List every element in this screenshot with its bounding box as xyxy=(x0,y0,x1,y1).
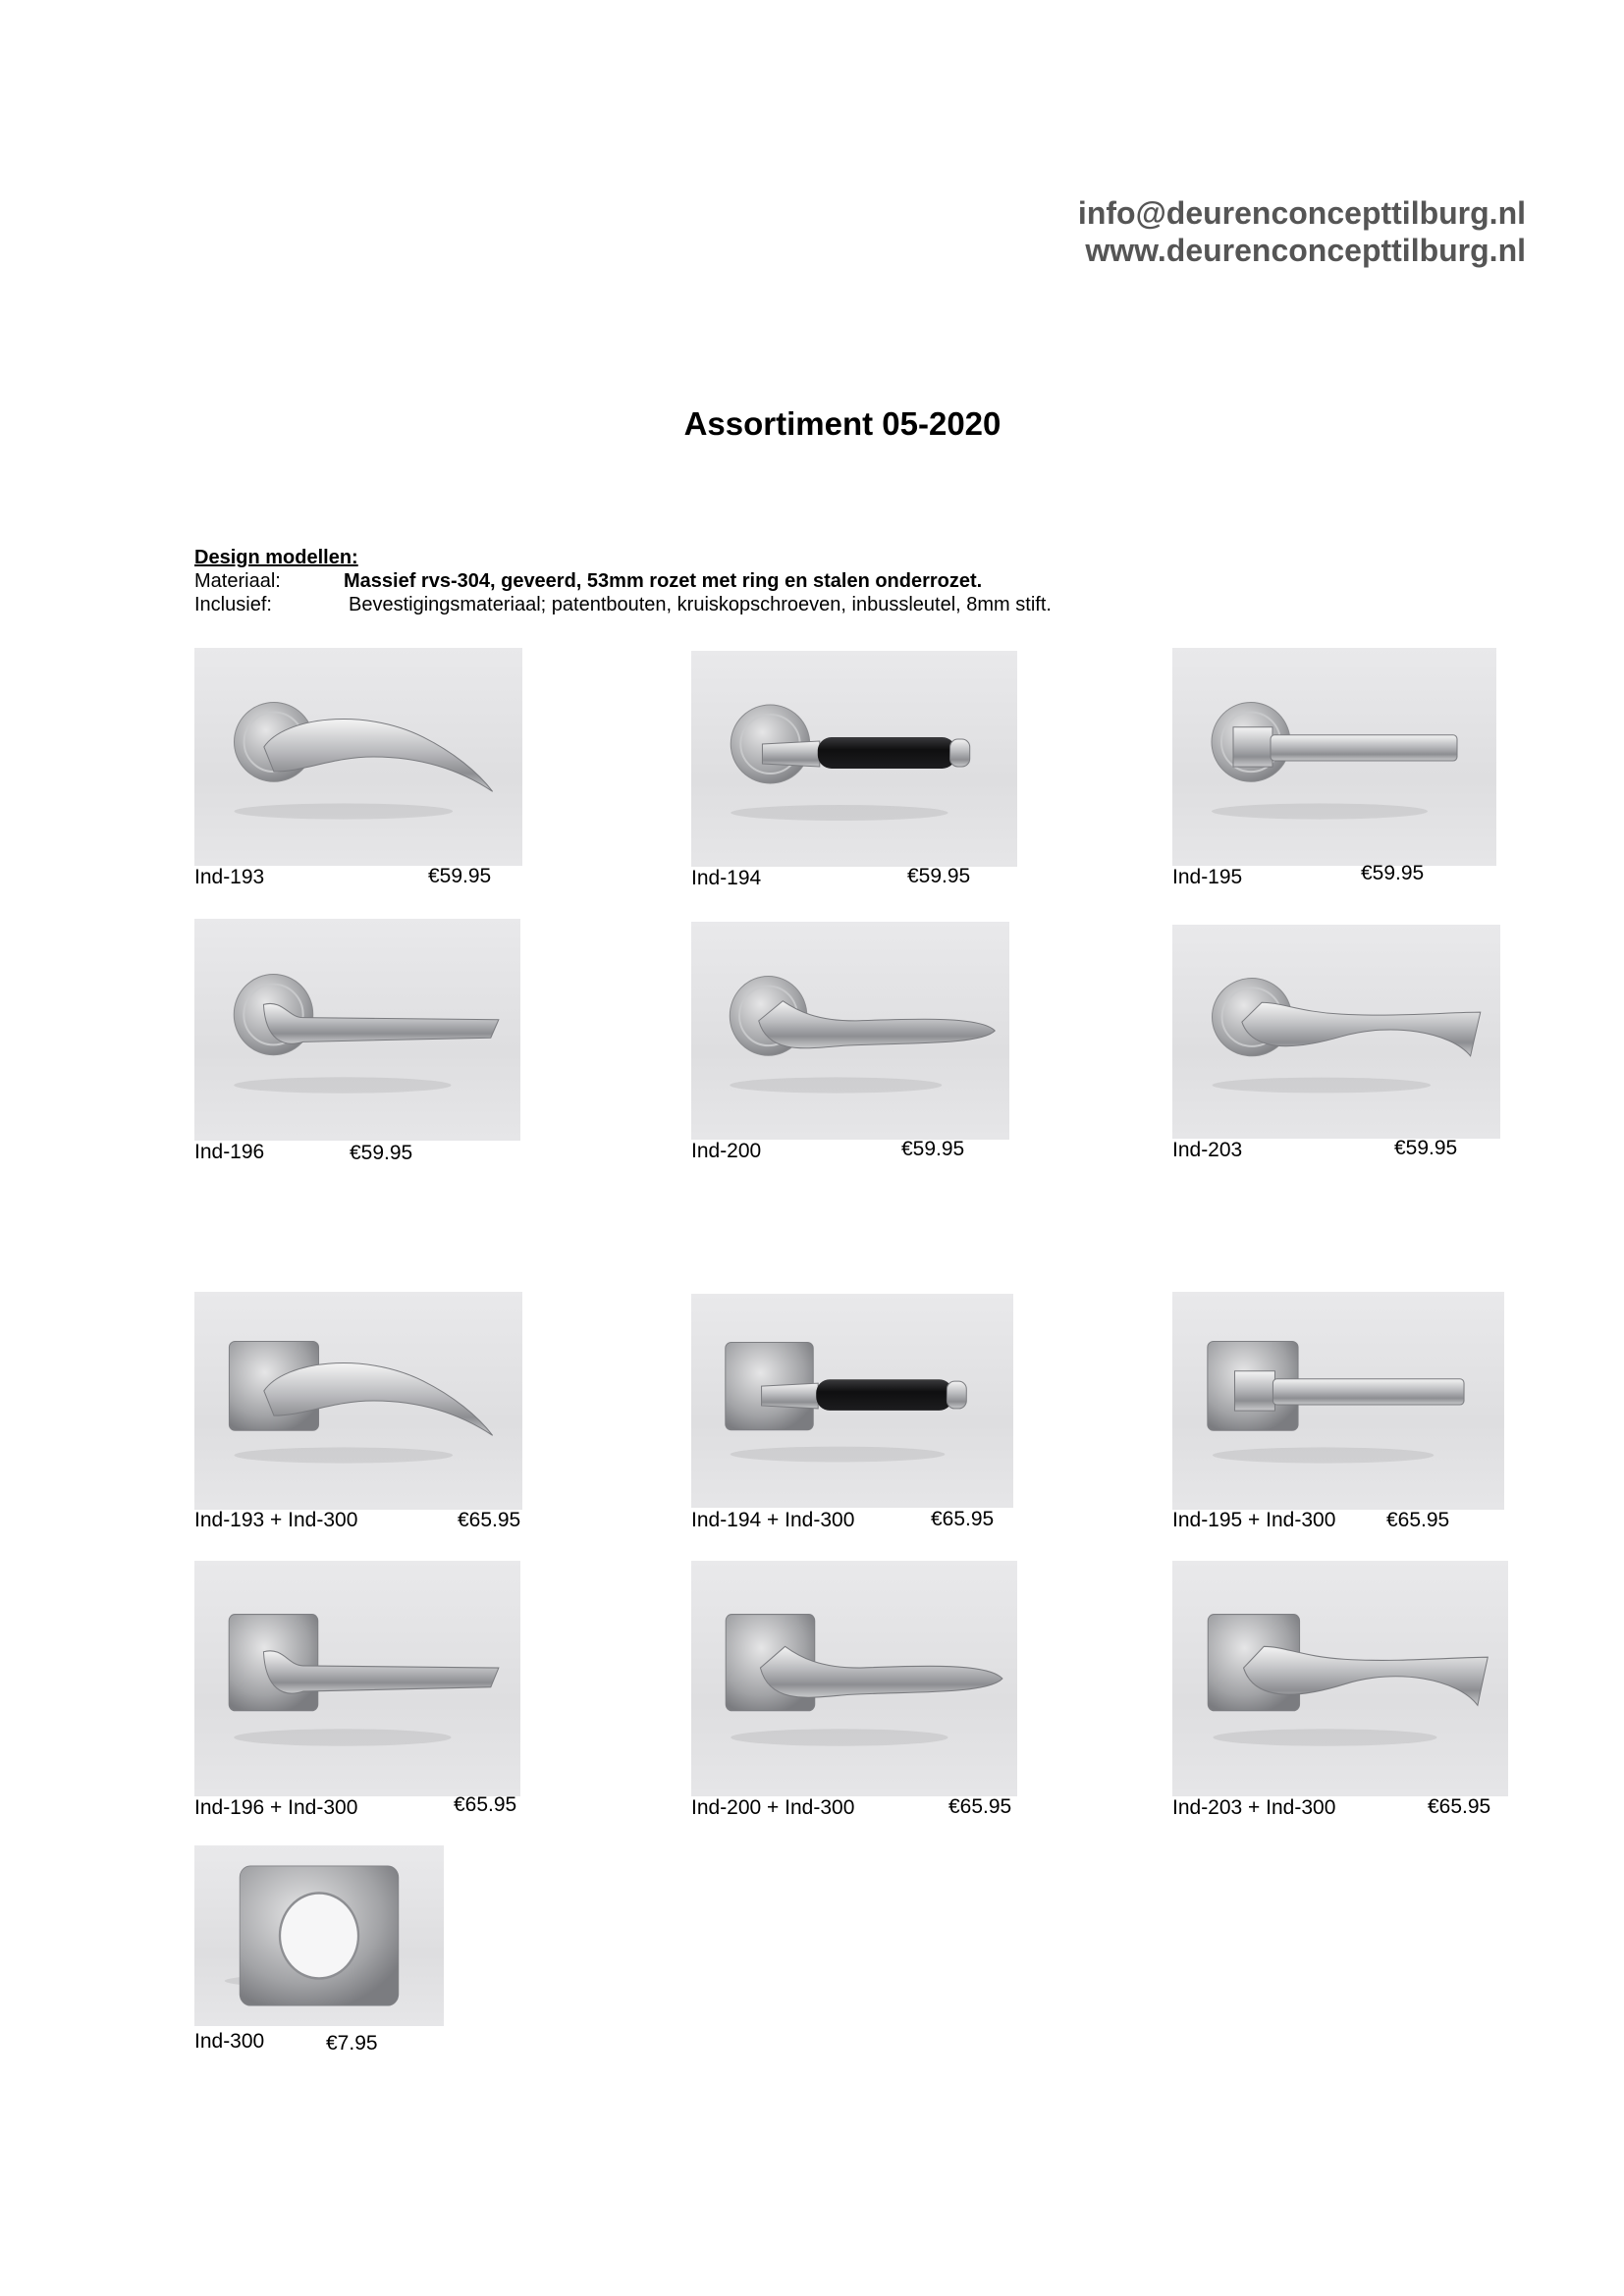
material-value: Massief rvs-304, geveerd, 53mm rozet met ring en stalen onderrozet. xyxy=(344,570,983,592)
product-photo xyxy=(194,919,520,1141)
contact-email[interactable]: info@deurenconcepttilburg.nl xyxy=(1077,195,1526,231)
product-photo xyxy=(691,922,1009,1140)
handle-illustration xyxy=(194,648,522,866)
page-title: Assortiment 05-2020 xyxy=(683,405,1001,442)
product-photo xyxy=(1172,1561,1508,1796)
handle-illustration xyxy=(691,1561,1017,1796)
product-price: €59.95 xyxy=(1361,862,1425,884)
intro-heading: Design modellen: xyxy=(194,547,358,568)
handle-illustration xyxy=(194,1561,520,1796)
product-photo xyxy=(1172,1292,1504,1510)
product-code: Ind-200 + Ind-300 xyxy=(691,1796,855,1819)
product-price: €59.95 xyxy=(907,865,971,887)
product-code: Ind-200 xyxy=(691,1140,762,1162)
product-photo xyxy=(691,1294,1013,1508)
product-photo xyxy=(691,651,1017,867)
included-value: Bevestigingsmateriaal; patentbouten, kruiskopschroeven, inbussleutel, 8mm stift. xyxy=(349,594,1052,615)
handle-illustration xyxy=(194,919,520,1141)
material-label: Materiaal: xyxy=(194,570,281,592)
product-photo xyxy=(1172,648,1496,866)
handle-illustration xyxy=(691,1294,1013,1508)
material-row xyxy=(194,569,1052,593)
product-code: Ind-203 xyxy=(1172,1139,1243,1161)
product-price: €65.95 xyxy=(931,1508,995,1530)
product-code: Ind-193 + Ind-300 xyxy=(194,1509,358,1531)
product-code: Ind-196 xyxy=(194,1141,265,1163)
included-label: Inclusief: xyxy=(194,594,272,615)
product-photo xyxy=(194,1561,520,1796)
handle-illustration xyxy=(691,651,1017,867)
product-photo xyxy=(194,1845,444,2026)
product-code: Ind-193 xyxy=(194,866,265,888)
contact-block xyxy=(1078,194,1526,269)
included-row xyxy=(194,593,1052,616)
product-code: Ind-195 xyxy=(1172,866,1243,888)
product-price: €65.95 xyxy=(454,1793,517,1816)
product-photo xyxy=(194,1292,522,1510)
handle-illustration xyxy=(1172,1561,1508,1796)
product-photo xyxy=(194,648,522,866)
product-price: €59.95 xyxy=(428,865,492,887)
contact-website[interactable]: www.deurenconcepttilburg.nl xyxy=(1085,233,1526,268)
product-price: €65.95 xyxy=(458,1509,521,1531)
product-code: Ind-195 + Ind-300 xyxy=(1172,1509,1336,1531)
product-price: €59.95 xyxy=(350,1142,413,1164)
product-price: €7.95 xyxy=(326,2032,378,2055)
product-code: Ind-194 + Ind-300 xyxy=(691,1509,855,1531)
product-price: €65.95 xyxy=(948,1795,1012,1818)
intro-block xyxy=(194,546,1052,616)
product-code: Ind-196 + Ind-300 xyxy=(194,1796,358,1819)
product-photo xyxy=(691,1561,1017,1796)
product-code: Ind-203 + Ind-300 xyxy=(1172,1796,1336,1819)
handle-illustration xyxy=(1172,925,1500,1139)
product-price: €59.95 xyxy=(901,1138,965,1160)
product-price: €65.95 xyxy=(1428,1795,1491,1818)
handle-illustration xyxy=(194,1292,522,1510)
product-price: €59.95 xyxy=(1394,1137,1458,1159)
product-code: Ind-194 xyxy=(691,867,762,889)
product-code: Ind-300 xyxy=(194,2030,265,2053)
product-photo xyxy=(1172,925,1500,1139)
product-price: €65.95 xyxy=(1386,1509,1450,1531)
handle-illustration xyxy=(1172,1292,1504,1510)
handle-illustration xyxy=(194,1845,444,2026)
handle-illustration xyxy=(691,922,1009,1140)
handle-illustration xyxy=(1172,648,1496,866)
